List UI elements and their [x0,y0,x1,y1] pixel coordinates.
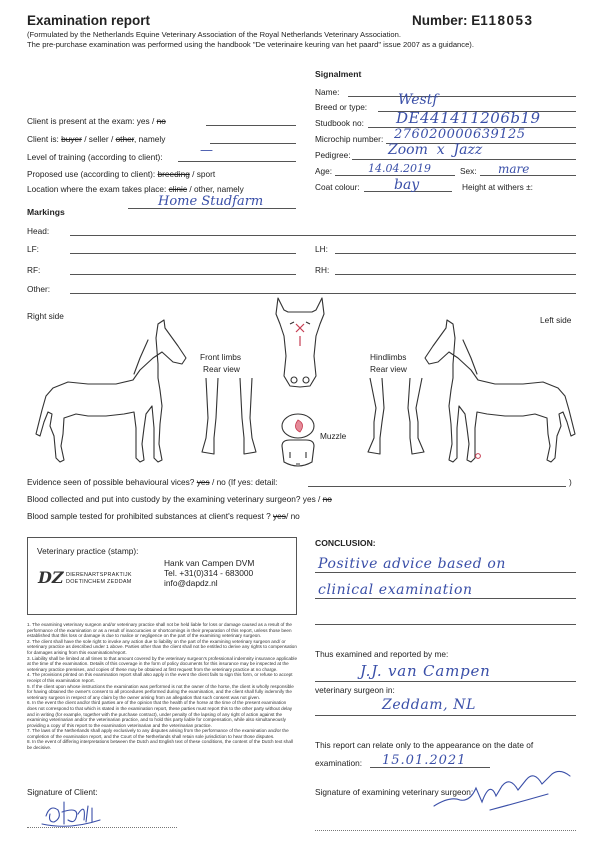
stamp-box [27,537,297,615]
markings-heading: Markings [27,207,65,217]
report-note: This report can relate only to the appearance on the date of [315,740,534,750]
head-field[interactable] [70,235,576,236]
client-is-struck-other: other [115,134,135,144]
report-number-label: Number: E [412,13,481,28]
tested-prefix: Blood sample tested for prohibited substances at client's request ? [27,511,274,521]
rf-label: RF: [27,265,41,275]
studbook-value: DE441411206b19 [396,109,541,127]
training-label: Level of training (according to client): [27,152,163,162]
terms-and-conditions [27,622,297,776]
surgeon-in-field[interactable] [315,715,576,716]
stamp-label: Veterinary practice (stamp): [37,546,139,556]
report-number-value: 118053 [480,13,534,28]
proposed-use [27,169,215,179]
head-label: Head: [27,226,50,236]
microchip-label: Microchip number: [315,134,384,144]
breed-label: Breed or type: [315,102,368,112]
blood-prefix: Blood collected and put into custody by the examining veterinary surgeon? yes / [27,494,323,504]
breed-value: Westf [398,92,438,108]
tested-question [27,511,300,521]
proposed-use-prefix: Proposed use (according to client): [27,169,158,179]
other-field[interactable] [70,293,576,294]
pedigree-value: Zoom x Jazz [388,142,483,158]
studbook-label: Studbook no: [315,118,364,128]
front-limbs-rear-diagram [196,378,262,458]
front-limbs-label: Front limbs [200,352,242,362]
location-suffix: / other, namely [187,184,244,194]
muzzle-diagram [276,412,320,470]
client-present-struck: no [156,116,166,126]
sex-value: mare [498,162,530,176]
horse-right-side-diagram [28,318,193,468]
proposed-use-struck: breeding [157,169,190,179]
terms-item-1: 1. The examining veterinary surgeon and/or veterinary practice shall not be held liable for loss or damage caused as a result of the performance of the examination or as a result of inaccuracies or shortcomings in their preparation of this report, unless those been established that this loss or damage is due to malice or negligence on the part of the examining veterinary surgeon. [27,622,292,639]
conclusion-heading: CONCLUSION: [315,538,376,548]
vet-signature [430,766,580,816]
practice-name-line1: DIERENARTSPRAKTIJK [66,572,132,578]
rf-field[interactable] [70,274,296,275]
conclusion-text-2: clinical examination [318,582,473,598]
stamp-email: info@dapdz.nl [164,578,218,589]
client-is-mid: / seller / [81,134,116,144]
location-value: Home Studfarm [158,194,264,209]
lh-field[interactable] [335,253,576,254]
tested-suffix: / no [285,511,300,521]
exam-date-value: 15.01.2021 [382,753,467,768]
coat-value: bay [394,177,420,193]
vices-close: ) [569,477,572,487]
client-signature [40,796,120,830]
client-present-field[interactable] [206,125,296,126]
vices-prefix: Evidence seen of possible behavioural vices? [27,477,197,487]
lh-label: LH: [315,244,328,254]
report-subtitle [27,30,587,49]
vices-detail-field[interactable] [308,486,566,487]
signalment-heading: Signalment [315,69,362,79]
stamp-vet-name: Hank van Campen DVM [164,558,255,568]
age-label: Age: [315,166,333,176]
client-signature-label: Signature of Client: [27,787,98,797]
conclusion-line-1 [315,572,576,573]
exam-date-label: examination: [315,758,363,768]
vices-suffix: / no (If yes: detail: [209,477,278,487]
horse-left-side-diagram [418,318,583,468]
pedigree-label: Pedigree: [315,150,351,160]
rh-field[interactable] [335,274,576,275]
stamp-contact [164,558,254,589]
horse-head-front-diagram [270,296,330,388]
lf-label: LF: [27,244,39,254]
location-prefix: Location where the exam takes place: [27,184,169,194]
client-is-struck-buyer: buyer [61,134,82,144]
training-field[interactable] [178,161,296,162]
other-label: Other: [27,284,51,294]
lf-field[interactable] [70,253,296,254]
terms-item-3: 3. Liability shall be limited at all times to that amount covered by the veterinary surgeon's professional indemnity insurance applicable at the time of the examination. Details of this coverage in the form of policy documents for this insurance may be inspected at the veterinary practice premises, and copies of these may be obtained at first request from the veterinary practice at no charge. [27,655,297,672]
surgeon-in-label: veterinary surgeon in: [315,685,395,695]
name-field[interactable] [348,96,576,97]
conclusion-text-1: Positive advice based on [318,556,506,572]
client-present-prefix: Client is present at the exam: yes / [27,116,157,126]
client-is-prefix: Client is: [27,134,62,144]
proposed-use-suffix: / sport [189,169,216,179]
blood-struck: no [322,494,332,504]
age-value: 14.04.2019 [368,162,431,175]
vet-signature-field[interactable] [315,830,576,831]
terms-item-2: 2. The client shall have the sole right to invoke any action due to liability on the part of the examining veterinary surgeon and/ or veterinary practice as described under 1 above. Parties other than the client shall not be entitled to derive any rights to compensation for damages arising from this examination/report. [27,638,297,655]
examined-by-label: Thus examined and reported by me: [315,649,449,659]
location-struck: clinic [168,184,188,194]
height-label: Height at withers ±: [462,182,533,192]
vet-signature-label: Signature of examining veterinary surgeon: [315,787,474,797]
terms-item-7: 7. The laws of the Netherlands shall apply exclusively to any disputes arising from the performance of the examination and/or the completion of the examination report, and the Court of the Netherlands shall retain sole jurisdiction to hear those disputes. [27,728,289,739]
training-value: — [200,143,213,158]
subtitle-line-2: The pre-purchase examination was performed using the handbook "De veterinaire keuring van het paard" issue 2007 as a guidance). [27,39,474,49]
hind-rear-view-label: Rear view [370,364,407,374]
terms-item-8: 8. In the event of differing interpretations between the Dutch and English text of these conditions, the content of the Dutch text shall be decisive. [27,739,294,751]
front-rear-view-label: Rear view [203,364,240,374]
muzzle-label: Muzzle [320,431,347,441]
sex-label: Sex: [460,166,477,176]
practice-logo: DZ [38,568,64,587]
blood-question [27,494,332,504]
pedigree-field[interactable] [352,159,576,160]
terms-item-4: 4. The provisions printed on this examination report shall also apply in the event the client fails to sign this form, or refuse to accept receipt of this examination report. [27,672,293,683]
practice-name-line2: DOETINCHEM ZEDDAM [66,579,132,585]
surgeon-in-value: Zeddam, NL [382,697,477,713]
client-is [27,134,165,144]
location [27,184,244,194]
microchip-value: 276020000639125 [394,127,526,142]
hind-limbs-label: Hindlimbs [370,352,407,362]
name-label: Name: [315,87,340,97]
conclusion-line-3 [315,624,576,625]
vices-question [27,477,277,487]
rh-label: RH: [315,265,330,275]
stamp-tel: Tel. +31(0)314 - 683000 [164,568,254,579]
practice-name [66,572,132,586]
age-field[interactable] [335,175,455,176]
tested-struck: yes [273,511,286,521]
conclusion-line-2 [315,598,576,599]
terms-item-5: 5. If the client upon whose instructions the examination was performed is not the owner of the horse, the client is wholly responsible for having obtained the owner's consent to all procedures performed during the examination, and the client shall fully indemnify the veterinary surgeon in respect of any claim by the owner arising from an allegation that such consent was not given. [27,683,294,700]
examined-by-value: J.J. van Campen [360,662,491,680]
right-side-label: Right side [27,311,64,321]
subtitle-line-1: (Formulated by the Netherlands Equine Veterinary Association of the Royal Netherlands Veterinary Association. [27,30,401,39]
report-number [412,13,534,28]
coat-label: Coat colour: [315,182,360,192]
report-title: Examination report [27,13,151,28]
terms-item-6: 6. In the event the client and/or third parties are of the opinion that the health of the horse at the time of the present examination does not correspond to that which is stated in the examination report, these parties must report this to the other party without delay and in writing (for example, together with the purchase contract), under penalty of the lapsing of any right of action against the examining veterinarian and/or the veterinarian practice, and to hold this party liable for compensation, while also simultaneously providing a copy of this report to the examination veterinarian and the veterinarian practice. [27,700,293,728]
left-side-label: Left side [540,315,572,325]
client-present [27,116,166,126]
client-is-field[interactable] [210,143,296,144]
client-is-suffix: , namely [134,134,166,144]
examined-by-field[interactable] [315,681,576,682]
vices-struck: yes [196,477,210,487]
